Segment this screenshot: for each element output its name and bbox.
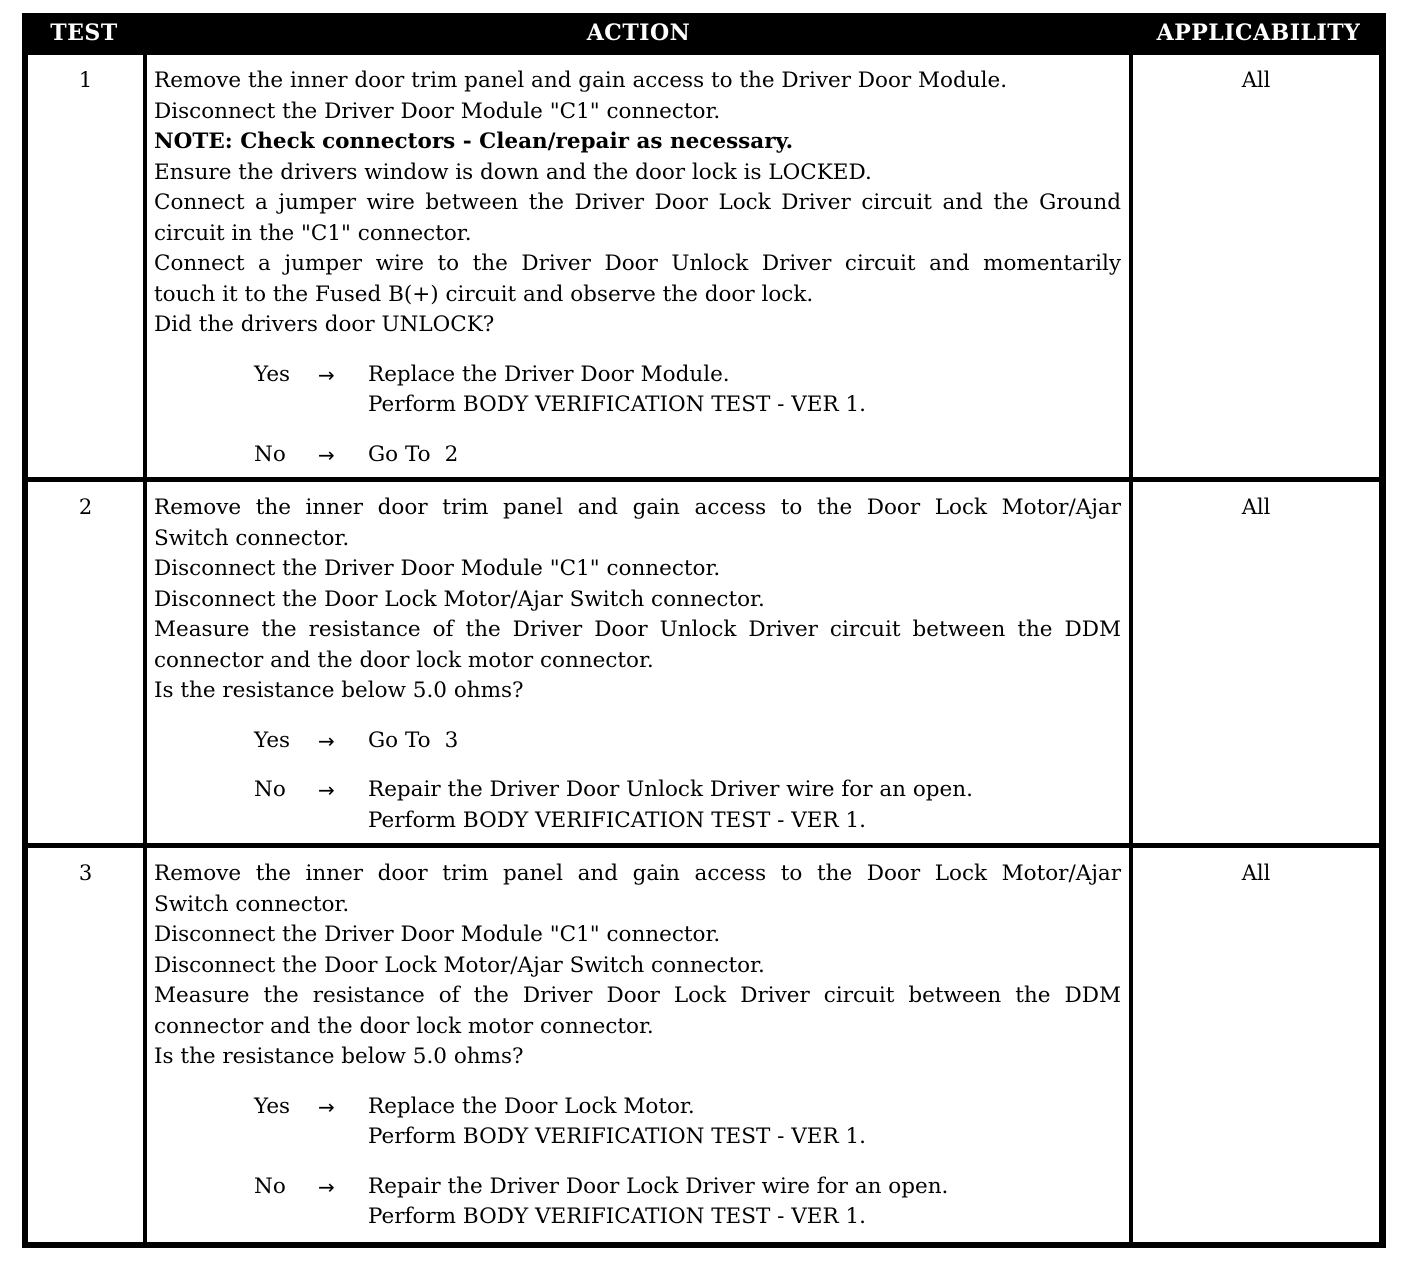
action-cell (147, 848, 1129, 1242)
header-test: TEST (50, 20, 118, 46)
action-line: Switch connector. (154, 891, 350, 917)
yes-result-line: Perform BODY VERIFICATION TEST - VER 1. (368, 1124, 867, 1149)
no-outcome (254, 1172, 1121, 1233)
yes-result-line: Replace the Driver Door Module. (368, 361, 730, 387)
action-line: Ensure the drivers window is down and the door lock is LOCKED. (154, 159, 872, 185)
table-row (22, 55, 1386, 477)
table-row (22, 482, 1386, 843)
yes-outcome (254, 1092, 1121, 1153)
no-result-line: Perform BODY VERIFICATION TEST - VER 1. (368, 1204, 867, 1229)
yes-result-line: Perform BODY VERIFICATION TEST - VER 1. (368, 392, 867, 417)
action-line: Disconnect the Driver Door Module "C1" connector. (154, 922, 721, 947)
action-line: Disconnect the Door Lock Motor/Ajar Switch connector. (154, 586, 765, 612)
action-line: Connect a jumper wire to the Driver Door Unlock Driver circuit and momentarily (154, 251, 1121, 276)
goto-number: 2 (444, 441, 459, 467)
yes-result-line: Replace the Door Lock Motor. (368, 1093, 695, 1119)
no-result-line: Repair the Driver Door Unlock Driver wire for an open. (368, 777, 973, 802)
yes-outcome (254, 360, 1121, 421)
action-line: connector and the door lock motor connector. (154, 647, 654, 673)
goto-label: Go To (368, 441, 431, 467)
action-line: Remove the inner door trim panel and gain access to the Driver Door Module. (154, 68, 1008, 93)
yes-label: Yes (254, 727, 291, 753)
action-line: Disconnect the Door Lock Motor/Ajar Switch connector. (154, 952, 765, 978)
test-number: 2 (28, 482, 143, 843)
no-label: No (254, 777, 286, 802)
applicability-value: All (1133, 848, 1379, 1242)
action-line: Measure the resistance of the Driver Door Lock Driver circuit between the DDM (154, 983, 1121, 1008)
diagnostic-table (22, 13, 1386, 1248)
yes-label: Yes (254, 361, 291, 387)
goto-link[interactable] (368, 440, 1121, 471)
goto-label: Go To (368, 727, 431, 753)
applicability-value: All (1133, 55, 1379, 477)
header-action: ACTION (586, 20, 691, 46)
question-line: Is the resistance below 5.0 ohms? (154, 1044, 524, 1069)
right-arrow-icon: → (318, 778, 335, 802)
action-cell (147, 482, 1129, 843)
action-cell (147, 55, 1129, 477)
action-line: Disconnect the Driver Door Module "C1" connector. (154, 556, 721, 581)
action-line: Remove the inner door trim panel and gain access to the Door Lock Motor/Ajar (154, 495, 1121, 520)
no-label: No (254, 441, 286, 467)
test-number: 1 (28, 55, 143, 477)
no-result-line: Perform BODY VERIFICATION TEST - VER 1. (368, 807, 867, 833)
question-line: Did the drivers door UNLOCK? (154, 312, 495, 337)
action-line: Switch connector. (154, 525, 350, 551)
right-arrow-icon: → (318, 442, 335, 467)
no-label: No (254, 1173, 286, 1199)
header-applicability: APPLICABILITY (1156, 20, 1361, 46)
right-arrow-icon: → (318, 362, 335, 387)
action-line: Measure the resistance of the Driver Door Unlock Driver circuit between the DDM (154, 617, 1121, 642)
action-line: Disconnect the Driver Door Module "C1" connector. (154, 98, 721, 124)
note-line: NOTE: Check connectors - Clean/repair as necessary. (154, 129, 794, 154)
goto-link[interactable] (368, 726, 1121, 757)
action-line: circuit in the "C1" connector. (154, 220, 472, 246)
yes-label: Yes (254, 1093, 291, 1119)
action-line: connector and the door lock motor connector. (154, 1013, 654, 1039)
action-line: Connect a jumper wire between the Driver Door Lock Driver circuit and the Ground (154, 190, 1121, 215)
no-outcome (254, 440, 1121, 471)
right-arrow-icon: → (318, 1174, 335, 1199)
table-row (22, 848, 1386, 1242)
right-arrow-icon: → (318, 728, 335, 753)
goto-number: 3 (444, 727, 459, 753)
no-result-line: Repair the Driver Door Lock Driver wire for an open. (368, 1173, 949, 1199)
action-line: Remove the inner door trim panel and gain access to the Door Lock Motor/Ajar (154, 861, 1121, 886)
question-line: Is the resistance below 5.0 ohms? (154, 678, 524, 703)
yes-outcome (254, 726, 1121, 757)
test-number: 3 (28, 848, 143, 1242)
applicability-value: All (1133, 482, 1379, 843)
table-header (22, 13, 1386, 53)
right-arrow-icon: → (318, 1094, 335, 1119)
no-outcome (254, 775, 1121, 836)
action-line: touch it to the Fused B(+) circuit and observe the door lock. (154, 281, 814, 307)
